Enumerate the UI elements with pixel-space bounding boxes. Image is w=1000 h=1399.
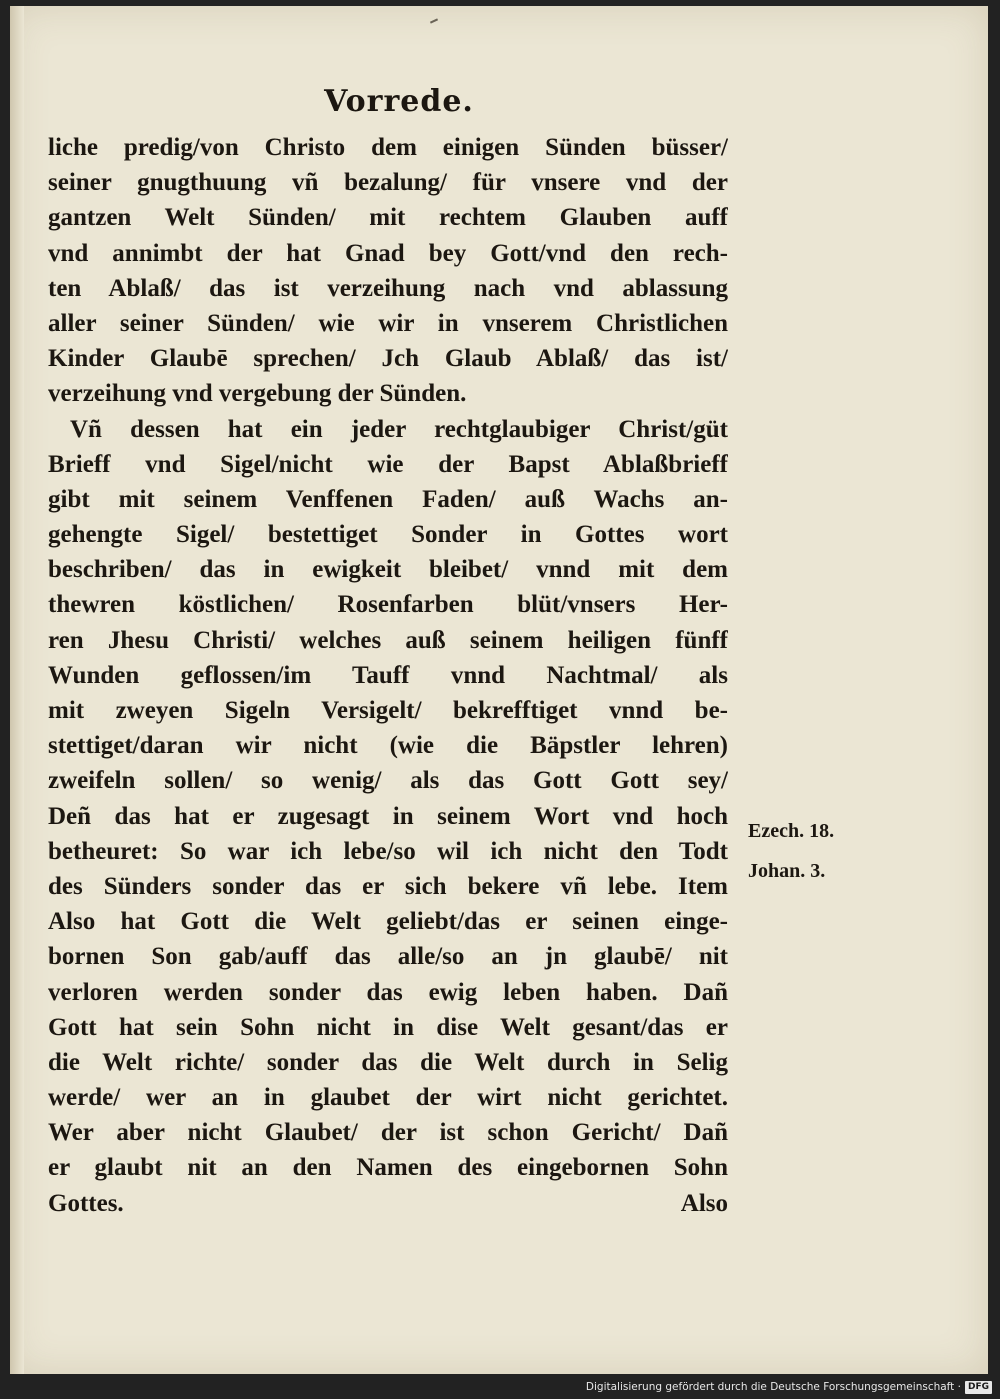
body-text	[48, 130, 728, 1221]
text-line: verloren werden sonder das ewig leben haben. Dañ	[48, 978, 728, 1006]
text-line: gibt mit seinem Venffenen Faden/ auß Wachs an-	[48, 485, 728, 513]
text-line: mit zweyen Sigeln Versigelt/ bekrefftiget vnnd be-	[48, 697, 728, 724]
ink-mark	[430, 18, 438, 23]
text-line: stettiget/daran wir nicht (wie die Bäpstler lehren)	[48, 732, 728, 760]
footer-credit: Digitalisierung gefördert durch die Deutsche Forschungsgemeinschaft ·	[585, 1381, 961, 1393]
text-line: ten Ablaß/ das ist verzeihung nach vnd ablassung	[48, 274, 728, 302]
text-line: bornen Son gab/auff das alle/so an jn glaubē/ nit	[48, 943, 728, 971]
text-line: Vñ dessen hat ein jeder rechtglaubiger Christ/güt	[70, 415, 728, 443]
page-heading: Vorrede.	[324, 84, 474, 119]
text-line: Also hat Gott die Welt geliebt/das er seinen einge-	[48, 908, 728, 936]
text-line: Deñ das hat er zugesagt in seinem Wort vnd hoch	[48, 802, 728, 830]
text-line: liche predig/von Christo dem einigen Sünden büsser/	[48, 134, 728, 161]
catchword: Also	[680, 1189, 728, 1217]
text-line: thewren köstlichen/ Rosenfarben blüt/vnsers Her-	[48, 591, 728, 619]
text-line: gehengte Sigel/ bestettiget Sonder in Gottes wort	[48, 521, 728, 549]
text-line: Kinder Glaubē sprechen/ Jch Glaub Ablaß/ das ist/	[48, 345, 728, 373]
margin-note-johan: Johan. 3.	[748, 860, 826, 882]
book-page	[10, 6, 988, 1374]
text-line: ren Jhesu Christi/ welches auß seinem heiligen fünff	[48, 626, 728, 654]
text-line: Brieff vnd Sigel/nicht wie der Bapst Ablaßbrieff	[48, 450, 728, 478]
text-line: die Welt richte/ sonder das die Welt durch in Selig	[48, 1048, 728, 1076]
text-line: er glaubt nit an den Namen des eingebornen Sohn	[48, 1154, 728, 1182]
text-line: Gott hat sein Sohn nicht in dise Welt gesant/das er	[48, 1013, 728, 1041]
text-line: des Sünders sonder das er sich bekere vñ lebe. Item	[48, 872, 728, 900]
text-line: seiner gnugthuung vñ bezalung/ für vnsere vnd der	[48, 169, 728, 197]
text-line: vnd annimbt der hat Gnad bey Gott/vnd den rech-	[48, 239, 728, 267]
text-line: betheuret: So war ich lebe/so wil ich nicht den Todt	[48, 837, 728, 865]
text-line: Wer aber nicht Glaubet/ der ist schon Gericht/ Dañ	[48, 1119, 728, 1147]
text-line: zweifeln sollen/ so wenig/ als das Gott Gott sey/	[48, 767, 728, 795]
text-line: werde/ wer an in glaubet der wirt nicht gerichtet.	[48, 1084, 728, 1112]
text-line: verzeihung vnd vergebung der Sünden.	[48, 380, 467, 408]
final-line	[48, 1186, 728, 1221]
final-word: Gottes.	[48, 1189, 124, 1217]
text-line: gantzen Welt Sünden/ mit rechtem Glauben auff	[48, 204, 728, 232]
text-line: beschriben/ das in ewigkeit bleibet/ vnnd mit dem	[48, 556, 728, 584]
dfg-logo: DFG	[965, 1381, 992, 1394]
margin-note-ezech: Ezech. 18.	[748, 820, 835, 842]
text-line: Wunden geflossen/im Tauff vnnd Nachtmal/ als	[48, 661, 728, 689]
text-line: aller seiner Sünden/ wie wir in vnserem Christlichen	[48, 309, 728, 337]
digitization-footer	[586, 1379, 992, 1395]
